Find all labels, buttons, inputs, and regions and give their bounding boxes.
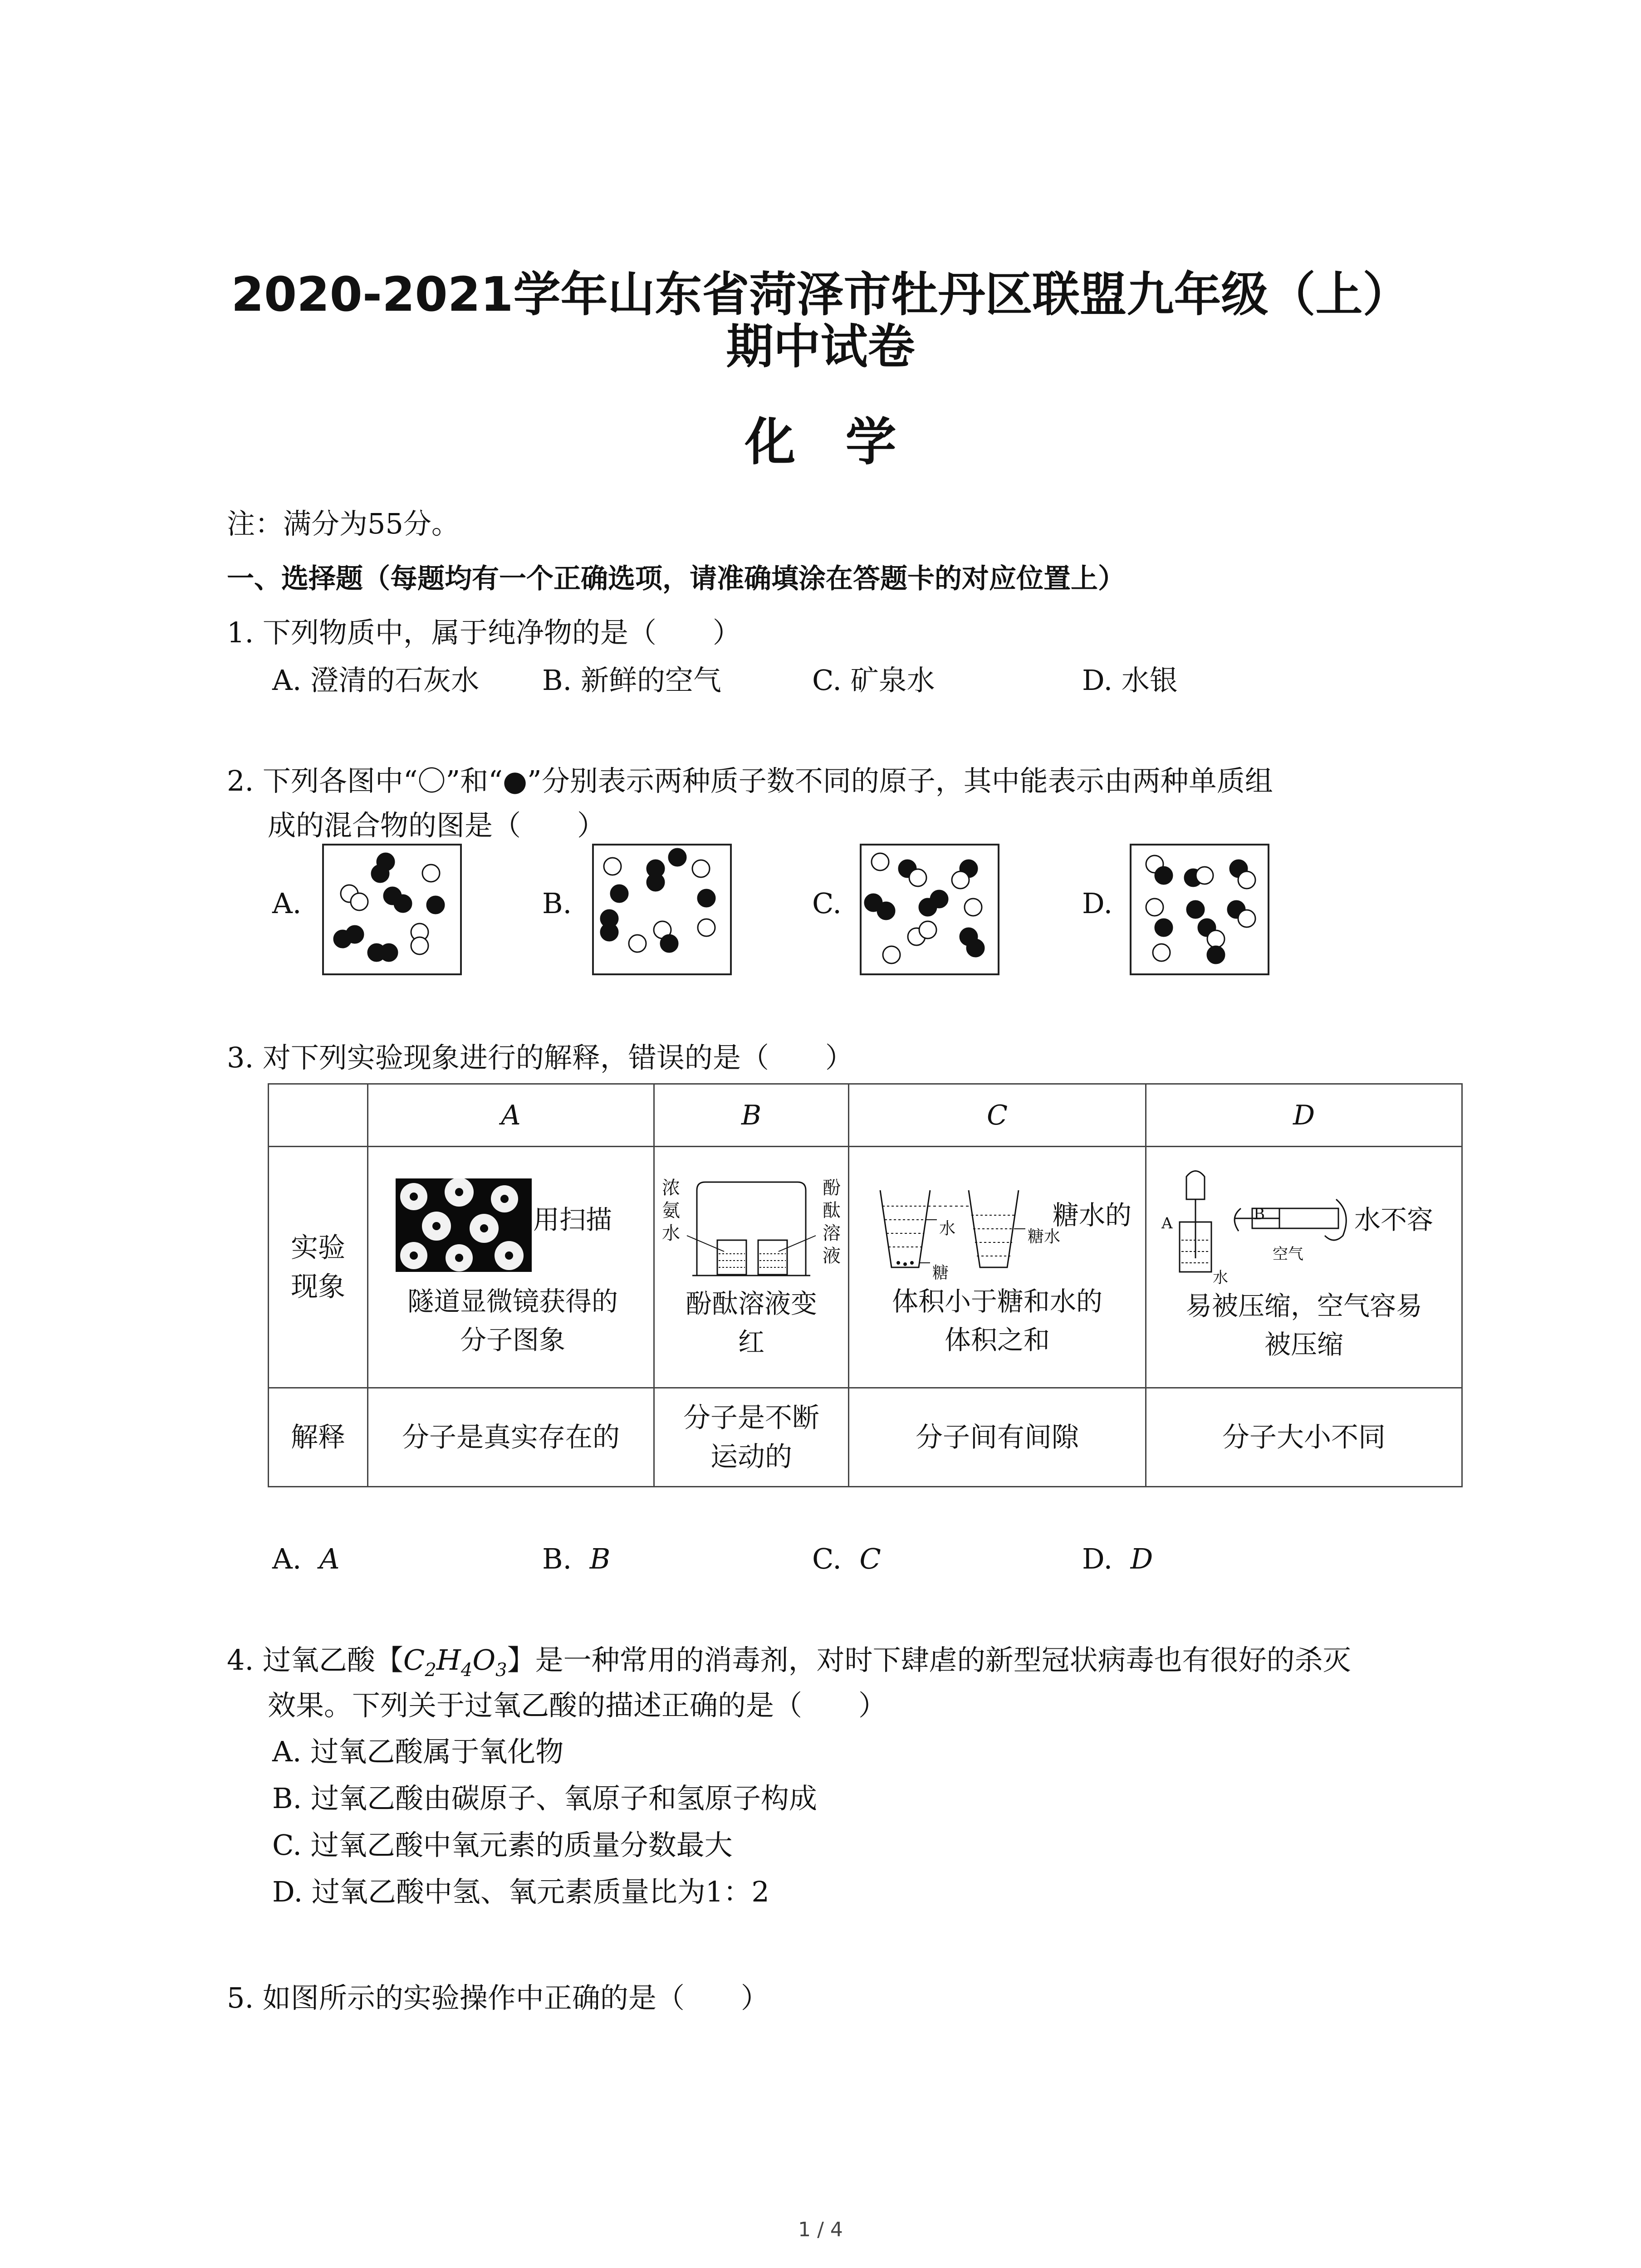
page-number: 1 / 4 [798, 2218, 843, 2241]
q3-c-label-sugarwater: 糖水 [1028, 1227, 1061, 1246]
q3-cell-c [849, 1147, 1146, 1388]
q1-stem: 1. 下列物质中，属于纯净物的是（ ） [227, 616, 741, 649]
q2-option-c-label: C. [812, 887, 842, 920]
q3-option-c: C. C [812, 1542, 881, 1575]
q3-c-text2: 体积小于糖和水的 [892, 1286, 1102, 1317]
q3-cell-b [654, 1147, 849, 1388]
q3-option-d: D. D [1082, 1542, 1153, 1575]
q3-d-text3: 被压缩 [1264, 1329, 1343, 1360]
q2-option-a-label: A. [272, 887, 302, 920]
exam-title-line1: 2020-2021学年山东省菏泽市牡丹区联盟九年级（上） [231, 267, 1410, 322]
q2-stem-line2: 成的混合物的图是（ ） [268, 809, 606, 842]
q2-diagram-c [860, 844, 1000, 976]
q3-d-label-water: 水 [1213, 1268, 1228, 1287]
exam-title-line2: 期中试卷 [726, 319, 915, 374]
section-1-heading: 一、选择题（每题均有一个正确选项，请准确填涂在答题卡的对应位置上） [227, 563, 1125, 595]
q3-header-blank [269, 1084, 368, 1147]
q3-c-label-sugar: 糖 [932, 1263, 949, 1282]
q3-stem: 3. 对下列实验现象进行的解释，错误的是（ ） [227, 1041, 853, 1074]
q3-a-text3: 分子图象 [460, 1324, 565, 1355]
q1-option-b: B. 新鲜的空气 [542, 664, 721, 697]
q4-option-c: C. 过氧乙酸中氧元素的质量分数最大 [272, 1828, 733, 1862]
q3-explain-d: 分子大小不同 [1146, 1388, 1462, 1487]
q3-header-b: B [654, 1084, 849, 1147]
q2-option-b-label: B. [542, 887, 572, 920]
q2-diagram-d [1130, 844, 1270, 976]
q2-option-d-label: D. [1082, 887, 1113, 920]
q3-d-label-a: A [1161, 1214, 1173, 1232]
score-note: 注：满分为55分。 [227, 507, 460, 540]
q3-b-text1: 酚酞溶液变 [685, 1288, 817, 1319]
q3-a-text2: 隧道显微镜获得的 [407, 1286, 618, 1317]
q3-d-text2: 易被压缩，空气容易 [1185, 1290, 1422, 1321]
q2-diagram-b [592, 844, 733, 976]
q4-option-a: A. 过氧乙酸属于氧化物 [272, 1735, 564, 1768]
q4-stem-line2: 效果。下列关于过氧乙酸的描述正确的是（ ） [268, 1689, 887, 1722]
q3-b-text2: 红 [738, 1326, 764, 1358]
q4-formula: $C_2H_4O_3$ [403, 1643, 507, 1681]
q3-header-a: A [368, 1084, 654, 1147]
q1-option-c: C. 矿泉水 [812, 664, 935, 697]
q4-option-b: B. 过氧乙酸由碳原子、氧原子和氢原子构成 [272, 1782, 817, 1815]
q3-explain-c: 分子间有间隙 [849, 1388, 1146, 1487]
q3-row-label-explain: 解释 [269, 1388, 368, 1487]
q3-d-text1: 水不容 [1354, 1204, 1434, 1235]
q4-option-d: D. 过氧乙酸中氢、氧元素质量比为1：2 [272, 1875, 769, 1908]
q3-d-label-air: 空气 [1273, 1245, 1303, 1263]
q3-table [268, 1083, 1463, 1487]
stm-molecule-image [396, 1178, 532, 1272]
q3-a-text1: 用扫描 [533, 1204, 612, 1235]
q3-option-a: A. A [272, 1542, 340, 1575]
q1-option-d: D. 水银 [1082, 664, 1178, 697]
q3-c-label-water: 水 [939, 1219, 956, 1238]
q3-b-label-ammonia: 浓 氨 水 [662, 1177, 680, 1244]
q2-stem-line1: 2. 下列各图中“〇”和“●”分别表示两种质子数不同的原子，其中能表示由两种单质组 [227, 764, 1273, 797]
q3-d-label-b: B [1254, 1205, 1265, 1223]
q3-header-c: C [849, 1084, 1146, 1147]
q3-option-b: B. B [542, 1542, 611, 1575]
q1-option-a: A. 澄清的石灰水 [272, 664, 480, 697]
q3-c-text3: 体积之和 [944, 1324, 1050, 1355]
q4-stem-line1: 4. 过氧乙酸【$C_2H_4O_3$】是一种常用的消毒剂，对时下肆虐的新型冠状病毒也有很好的杀灭 [227, 1643, 1351, 1681]
q3-b-label-phenolphthalein: 酚 酞 溶 液 [823, 1177, 841, 1266]
q3-c-text1: 糖水的 [1053, 1199, 1132, 1231]
q3-table-header-row [269, 1084, 1462, 1147]
ammonia-phenolphthalein-apparatus [661, 1172, 842, 1281]
q3-table-phenomenon-row [269, 1147, 1462, 1388]
q5-stem: 5. 如图所示的实验操作中正确的是（ ） [227, 1981, 769, 2014]
q3-explain-b: 分子是不断 运动的 [654, 1388, 849, 1487]
q3-explain-a: 分子是真实存在的 [368, 1388, 654, 1487]
subject-title: 化学 [745, 413, 946, 472]
q3-header-d: D [1146, 1084, 1462, 1147]
q3-row-label-phenomenon: 实验 现象 [269, 1147, 368, 1388]
q3-cell-d [1146, 1147, 1462, 1388]
q2-diagram-a [322, 844, 463, 976]
q3-cell-a [368, 1147, 654, 1388]
sugar-water-cylinders [871, 1181, 1043, 1276]
q3-table-explain-row [269, 1388, 1462, 1487]
